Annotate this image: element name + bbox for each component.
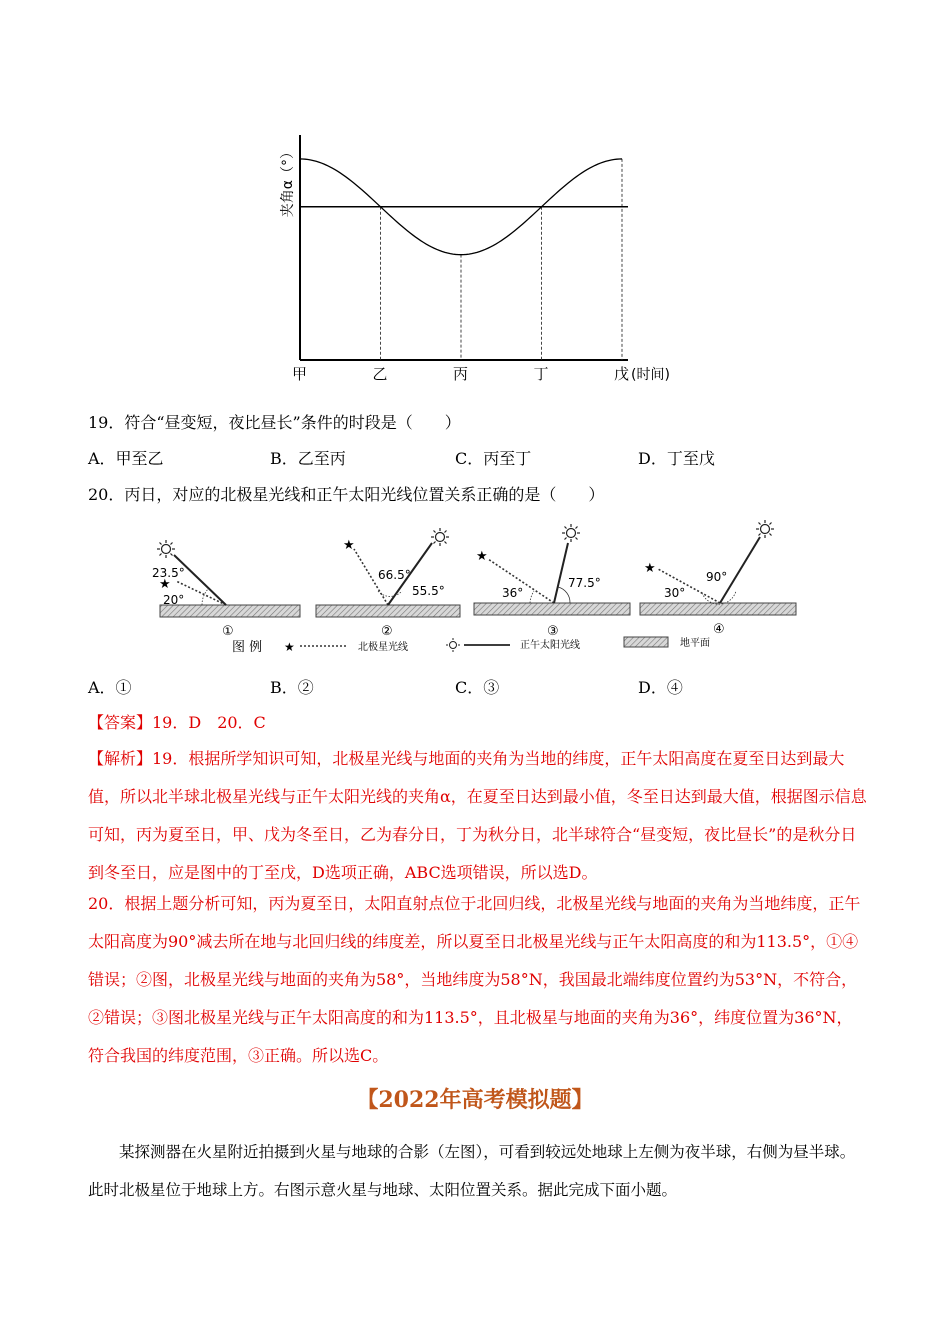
legend	[232, 636, 710, 655]
q19-stem: 19．符合“昼变短，夜比昼长”条件的时段是（ ）	[88, 413, 461, 432]
figure-3-number: ③	[547, 624, 559, 639]
sun-icon	[446, 638, 460, 652]
analysis-20: 20．根据上题分析可知，丙为夏至日，太阳直射点位于北回归线，北极星光线与地面的夹角为当地纬度，正午太阳高度为90°减去所在地与北回归线的纬度差，所以夏至日北极星光线与正午太阳高度的和为113.5°，①④错误；②图，北极星光线与地面的夹角为58°，当地纬度为58°N，我国最北端纬度位置约为53°N，不符合，②错误；③图北极星光线与正午太阳高度的和为113.5°，且北极星与地面的夹角为36°，纬度位置为36°N，符合我国的纬度范围，③正确。所以选C。	[88, 894, 861, 1065]
figure-3	[474, 524, 630, 639]
figure-2	[316, 528, 460, 639]
figure-3-angle-2: 77.5°	[568, 576, 601, 590]
figure-2-number: ②	[381, 624, 393, 639]
tick-label-4: 戊	[614, 365, 630, 383]
tick-label-2: 丙	[453, 365, 469, 383]
sun-icon	[756, 520, 774, 538]
q19-option-a[interactable]: A．甲至乙	[88, 449, 164, 468]
figure-2-angle-1: 66.5°	[378, 568, 411, 582]
q20-diagram	[150, 515, 810, 660]
figure-1	[152, 540, 300, 639]
chart-axes	[300, 135, 628, 360]
sun-icon	[157, 540, 175, 558]
answer-line: 【答案】19．D 20．C	[88, 713, 266, 732]
q20-option-c[interactable]: C．③	[455, 678, 500, 697]
tick-label-0: 甲	[292, 365, 308, 383]
q19-option-d[interactable]: D．丁至戊	[638, 449, 715, 468]
legend-polaris-label: 北极星光线	[358, 642, 408, 653]
star-icon: ★	[284, 640, 295, 654]
star-icon: ★	[159, 577, 171, 592]
analysis-19: 【解析】19．根据所学知识可知，北极星光线与地面的夹角为当地的纬度，正午太阳高度在夏至日达到最大值，所以北半球北极星光线与正午太阳光线的夹角α，在夏至日达到最小值，冬至日达到最大值，根据图示信息可知，丙为夏至日，甲、戊为冬至日，乙为春分日，丁为秋分日，北半球符合“昼变短，夜比昼长”的是秋分日到冬至日，应是图中的丁至戊，D选项正确，ABC选项错误，所以选D。	[88, 749, 867, 882]
chart-y-axis-label: 夹角α（°）	[280, 145, 296, 218]
q19-option-c[interactable]: C．丙至丁	[455, 449, 532, 468]
q20-option-b[interactable]: B．②	[270, 678, 314, 697]
figure-1-angle-1: 23.5°	[152, 566, 185, 580]
q19-option-b[interactable]: B．乙至丙	[270, 449, 346, 468]
legend-title: 图 例	[232, 640, 263, 655]
figure-4-number: ④	[713, 622, 725, 637]
figure-3-angle-1: 36°	[502, 586, 524, 600]
legend-ground-label: 地平面	[680, 638, 710, 649]
figure-1-number: ①	[222, 624, 234, 639]
figure-4	[640, 520, 796, 637]
intro-paragraph: 某探测器在火星附近拍摄到火星与地球的合影（左图），可看到较远处地球上左侧为夜半球，右侧为昼半球。此时北极星位于地球上方。右图示意火星与地球、太阳位置关系。据此完成下面小题。	[88, 1143, 856, 1199]
star-icon: ★	[476, 549, 488, 564]
q20-option-a[interactable]: A．①	[88, 678, 132, 697]
tick-label-1: 乙	[372, 365, 388, 383]
figure-1-angle-2: 20°	[163, 593, 185, 607]
figure-4-angle-2: 90°	[706, 570, 728, 584]
star-icon: ★	[644, 561, 656, 576]
section-title: 【2022年高考模拟题】	[356, 1087, 594, 1113]
star-icon: ★	[343, 538, 355, 553]
q20-option-d[interactable]: D．④	[638, 678, 683, 697]
figure-4-angle-1: 30°	[664, 586, 686, 600]
chart-series	[300, 159, 628, 255]
chart-guide-lines	[381, 159, 623, 360]
legend-sun-label: 正午太阳光线	[520, 640, 580, 651]
sun-icon	[562, 524, 580, 542]
sun-icon	[431, 528, 449, 546]
figure-2-angle-2: 55.5°	[412, 584, 445, 598]
chart-x-axis-label: (时间)	[631, 367, 670, 383]
q20-stem: 20．丙日，对应的北极星光线和正午太阳光线位置关系正确的是（ ）	[88, 485, 605, 504]
angle-chart	[260, 125, 700, 395]
tick-label-3: 丁	[533, 365, 549, 383]
chart-tick-labels	[292, 365, 670, 383]
